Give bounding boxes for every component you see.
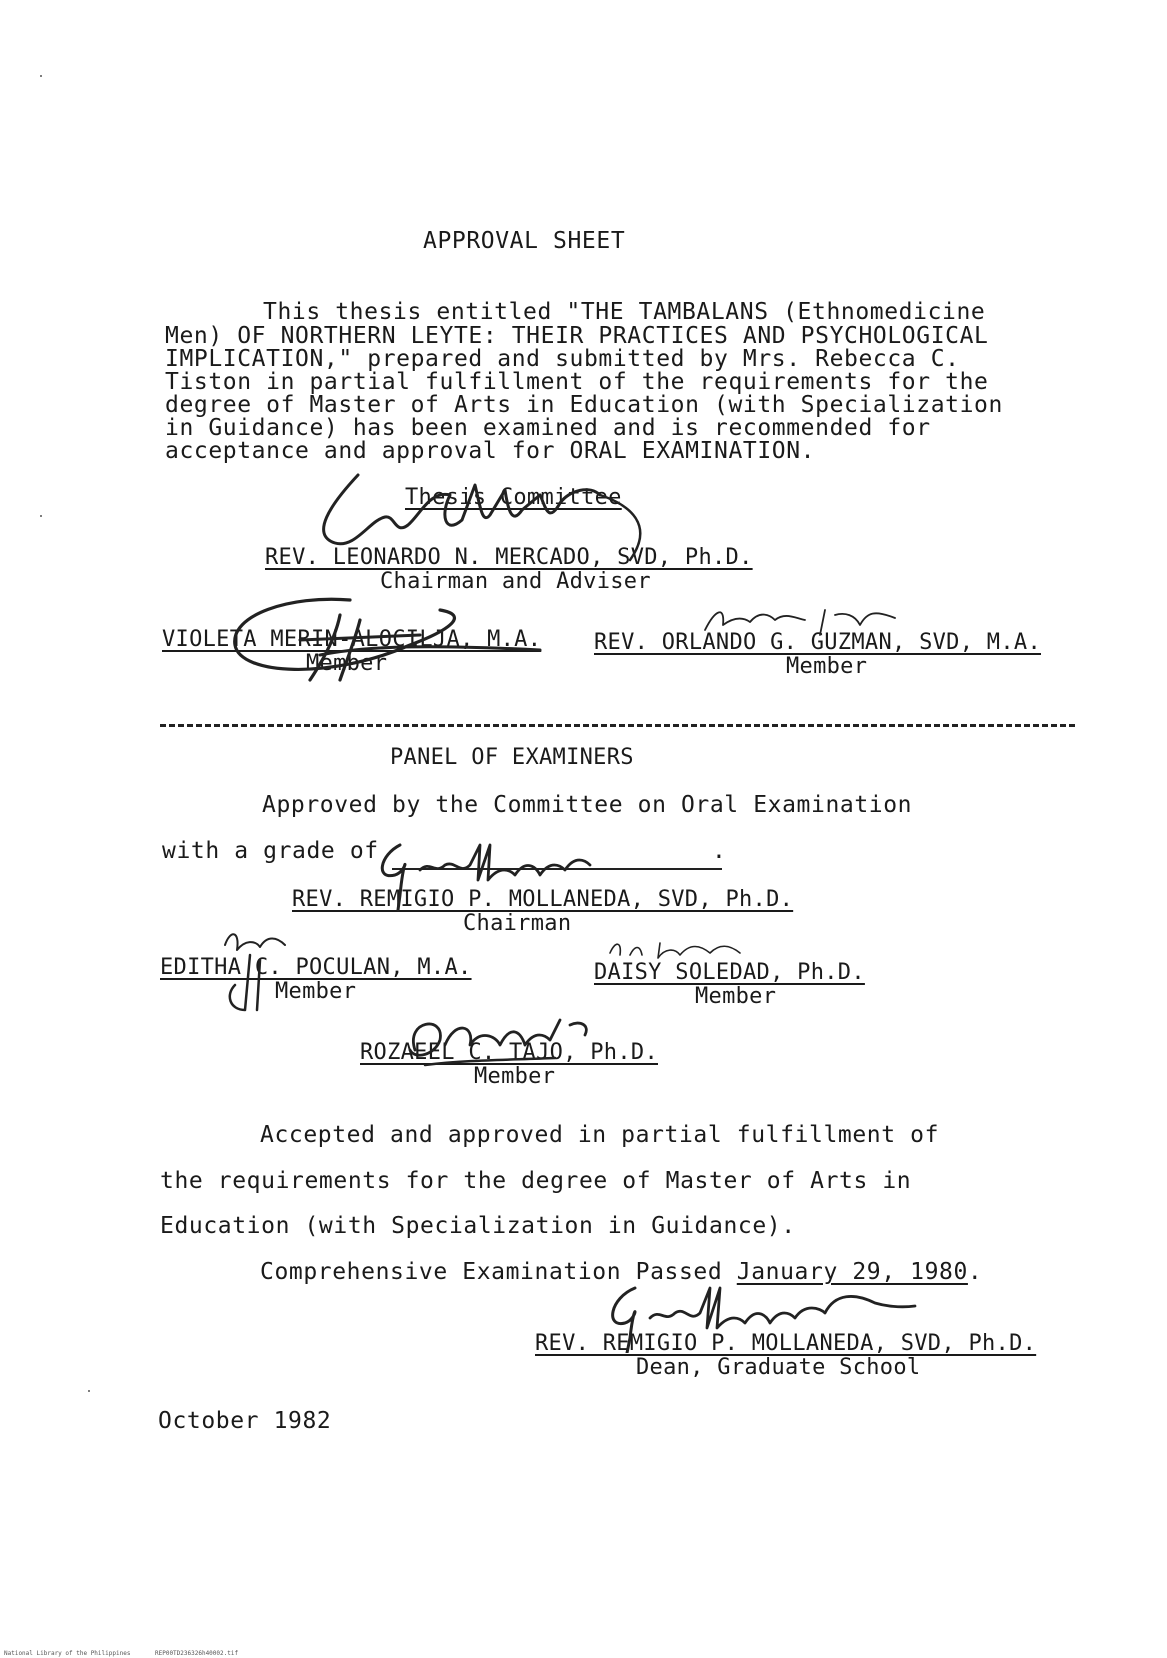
intro-line-6: in Guidance) has been examined and is recommended for xyxy=(165,415,931,441)
document-title: APPROVAL SHEET xyxy=(423,228,626,254)
footer-filename: REP00TD236326h40002.tif xyxy=(155,1650,239,1657)
speck xyxy=(40,75,42,77)
dean-name: REV. REMIGIO P. MOLLANEDA, SVD, Ph.D. xyxy=(535,1331,1037,1356)
acceptance-line-2: the requirements for the degree of Master of Arts in xyxy=(160,1168,912,1194)
acceptance-line-3: Education (with Specialization in Guidance). xyxy=(160,1213,796,1239)
committee-member2-name: REV. ORLANDO G. GUZMAN, SVD, M.A. xyxy=(594,630,1041,655)
panel-chairman-role: Chairman xyxy=(463,911,572,936)
panel-approved-line: Approved by the Committee on Oral Examination xyxy=(262,792,913,818)
panel-member3-name: ROZAEEL C. TAJO, Ph.D. xyxy=(360,1040,658,1065)
intro-line-7: acceptance and approval for ORAL EXAMINATION. xyxy=(165,438,816,464)
panel-member2-name: DAISY SOLEDAD, Ph.D. xyxy=(594,960,865,985)
intro-line-5: degree of Master of Arts in Education (with Specialization xyxy=(165,392,1003,418)
committee-member2-role: Member xyxy=(786,654,868,679)
speck xyxy=(40,515,42,517)
grade-blank-line xyxy=(392,868,722,870)
committee-chairman-role: Chairman and Adviser xyxy=(380,569,651,594)
comprehensive-line xyxy=(260,1259,982,1285)
intro-line-2: Men) OF NORTHERN LEYTE: THEIR PRACTICES AND PSYCHOLOGICAL xyxy=(165,323,989,349)
section-divider xyxy=(160,724,1075,727)
intro-line-4: Tiston in partial fulfillment of the requirements for the xyxy=(165,369,989,395)
intro-line-3: IMPLICATION," prepared and submitted by Mrs. Rebecca C. xyxy=(165,346,960,372)
grade-suffix: . xyxy=(712,838,727,864)
committee-chairman-name: REV. LEONARDO N. MERCADO, SVD, Ph.D. xyxy=(265,545,753,570)
comprehensive-date: January 29, 1980 xyxy=(736,1259,968,1285)
acceptance-line-1: Accepted and approved in partial fulfillment of xyxy=(260,1122,940,1148)
dean-role: Dean, Graduate School xyxy=(636,1355,921,1380)
panel-member1-role: Member xyxy=(275,979,357,1004)
comprehensive-suffix: . xyxy=(967,1259,983,1285)
committee-heading: Thesis Committee xyxy=(405,485,622,510)
comprehensive-prefix: Comprehensive Examination Passed xyxy=(260,1259,723,1285)
footer-source: National Library of the Philippines xyxy=(4,1650,131,1657)
panel-member3-role: Member xyxy=(474,1064,556,1089)
panel-heading: PANEL OF EXAMINERS xyxy=(390,745,634,770)
panel-member2-role: Member xyxy=(695,984,777,1009)
intro-line-1: This thesis entitled "THE TAMBALANS (Ethnomedicine xyxy=(263,299,986,325)
committee-member1-role: Member xyxy=(306,651,388,676)
grade-prefix: with a grade of xyxy=(162,838,379,864)
panel-chairman-name: REV. REMIGIO P. MOLLANEDA, SVD, Ph.D. xyxy=(292,887,794,912)
document-date: October 1982 xyxy=(158,1408,332,1434)
speck xyxy=(88,1390,90,1392)
panel-member1-name: EDITHA C. POCULAN, M.A. xyxy=(160,955,472,980)
signature-soledad xyxy=(600,933,800,963)
committee-member1-name: VIOLETA MERIN-ALOCILJA, M.A. xyxy=(162,627,542,652)
